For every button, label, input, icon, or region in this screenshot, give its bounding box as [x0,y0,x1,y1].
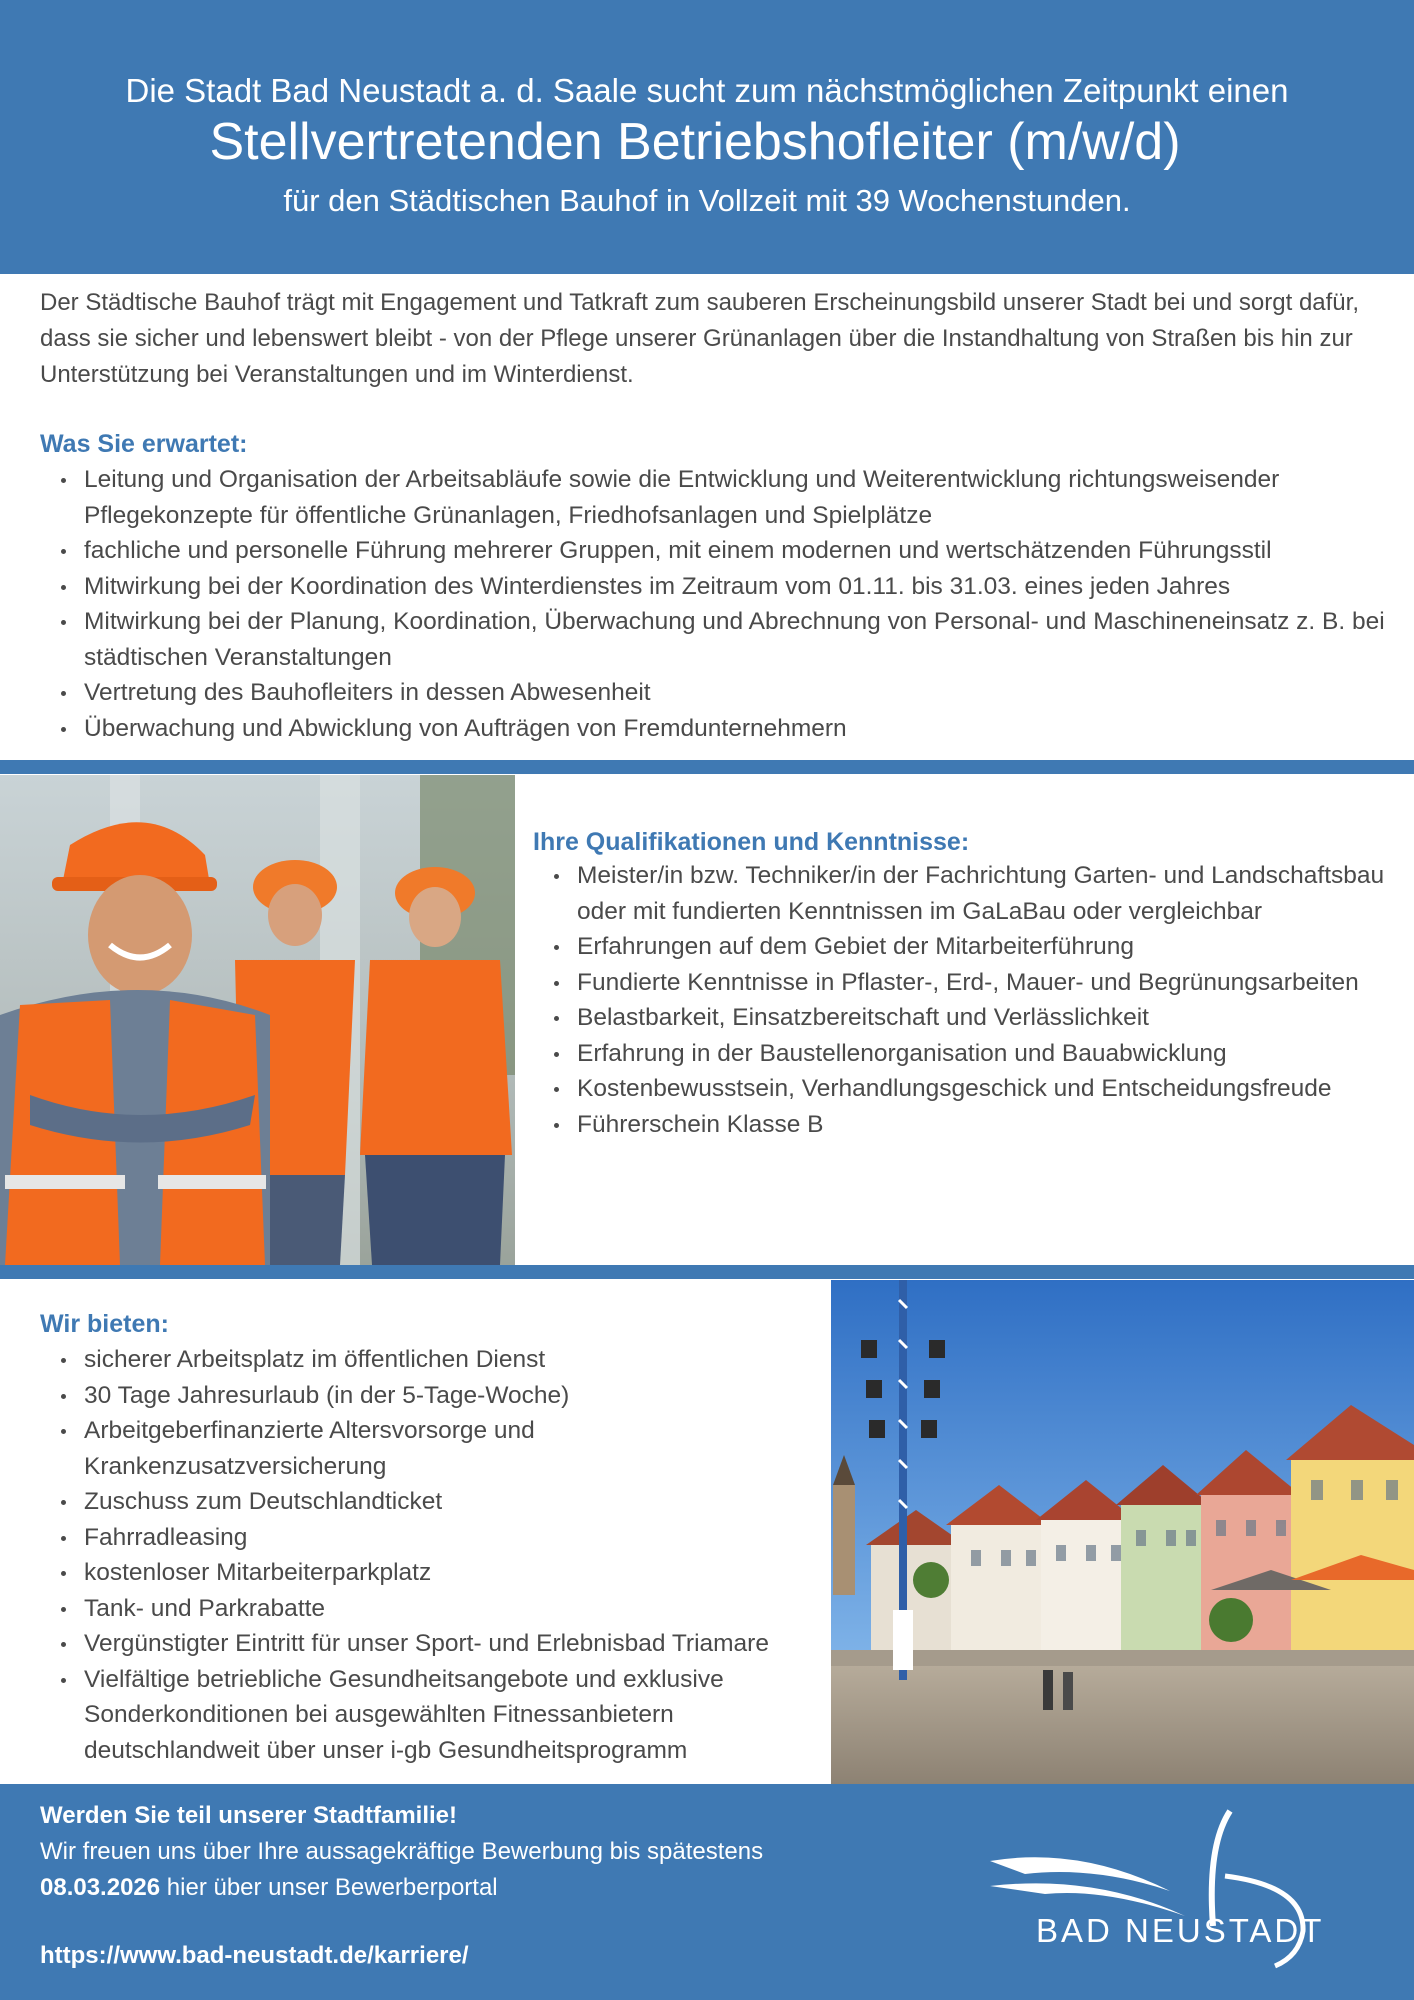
list-item: Erfahrung in der Baustellenorganisation und Bauabwicklung [533,1036,1403,1072]
list-item: fachliche und personelle Führung mehrerer Gruppen, mit einem modernen und wertschätzenden Führungsstil [40,533,1400,569]
footer-deadline-line [40,1870,498,1906]
job-title: Stellvertretenden Betriebshofleiter (m/w/d) [209,113,1181,171]
town-square-photo [831,1280,1414,1784]
logo-wordmark: BAD NEUSTADT [1036,1912,1325,1949]
list-item: Belastbarkeit, Einsatzbereitschaft und Verlässlichkeit [533,1000,1403,1036]
intro-paragraph: Der Städtische Bauhof trägt mit Engagement und Tatkraft zum sauberen Erscheinungsbild unserer Stadt bei und sorgt dafür, dass sie sicher und lebenswert bleibt - von der Pflege unserer Grünanlagen über die Instandhaltung von Straßen bis hin zur Unterstützung bei Veranstaltungen und im Winterdienst. [40,289,1359,388]
workers-photo [0,775,515,1265]
list-item: Vertretung des Bauhofleiters in dessen Abwesenheit [40,675,1400,711]
list-item: kostenloser Mitarbeiterparkplatz [40,1555,830,1591]
bieten-list [40,1342,830,1768]
list-item: sicherer Arbeitsplatz im öffentlichen Dienst [40,1342,830,1378]
divider-band [0,1265,1414,1279]
list-item: 30 Tage Jahresurlaub (in der 5-Tage-Woche) [40,1378,830,1414]
section-qualifikationen [533,826,1403,1142]
list-item: Kostenbewusstsein, Verhandlungsgeschick und Entscheidungsfreude [533,1071,1403,1107]
qualifikationen-list [533,858,1403,1142]
list-item: Fahrradleasing [40,1520,830,1556]
career-portal-link[interactable]: https://www.bad-neustadt.de/karriere/ [40,1942,469,1969]
divider-band [0,760,1414,774]
section-erwartet [40,426,1400,746]
deadline-date: 08.03.2026 [40,1874,161,1901]
list-item: Führerschein Klasse B [533,1107,1403,1143]
list-item: Leitung und Organisation der Arbeitsabläufe sowie die Entwicklung und Weiterentwicklung richtungsweisender Pflegekonzepte für öffentliche Grünanlagen, Friedhofsanlagen und Spielplätze [40,462,1400,533]
footer-application-text: Wir freuen uns über Ihre aussagekräftige Bewerbung bis spätestens [40,1838,764,1865]
list-item: Zuschuss zum Deutschlandticket [40,1484,830,1520]
section-title-bieten: Wir bieten: [40,1310,169,1338]
list-item: Vergünstigter Eintritt für unser Sport- und Erlebnisbad Triamare [40,1626,830,1662]
list-item: Erfahrungen auf dem Gebiet der Mitarbeiterführung [533,929,1403,965]
list-item: Mitwirkung bei der Koordination des Winterdienstes im Zeitraum vom 01.11. bis 31.03. eines jeden Jahres [40,569,1400,605]
list-item: Tank- und Parkrabatte [40,1591,830,1627]
section-title-erwartet: Was Sie erwartet: [40,430,248,458]
footer-banner [0,1784,1414,2000]
list-item: Vielfältige betriebliche Gesundheitsangebote und exklusive Sonderkonditionen bei ausgewählten Fitnessanbietern deutschlandweit über unser i-gb Gesundheitsprogramm [40,1662,830,1769]
header-intro-line: Die Stadt Bad Neustadt a. d. Saale sucht zum nächstmöglichen Zeitpunkt einen [125,72,1289,109]
footer-headline: Werden Sie teil unserer Stadtfamilie! [40,1802,458,1829]
header-banner [0,0,1414,274]
bad-neustadt-logo-icon [985,1806,1335,1986]
footer-portal-text: hier über unser Bewerberportal [160,1874,498,1901]
header-subtitle: für den Städtischen Bauhof in Vollzeit mit 39 Wochenstunden. [283,183,1131,218]
erwartet-list [40,462,1400,746]
list-item: Überwachung und Abwicklung von Aufträgen von Fremdunternehmern [40,711,1400,747]
list-item: Fundierte Kenntnisse in Pflaster-, Erd-, Mauer- und Begrünungsarbeiten [533,965,1403,1001]
list-item: Mitwirkung bei der Planung, Koordination, Überwachung und Abrechnung von Personal- und Maschineneinsatz z. B. bei städtischen Veranstaltungen [40,604,1400,675]
section-title-qualifikationen: Ihre Qualifikationen und Kenntnisse: [533,828,970,856]
list-item: Arbeitgeberfinanzierte Altersvorsorge und Krankenzusatzversicherung [40,1413,830,1484]
section-bieten [40,1306,830,1768]
list-item: Meister/in bzw. Techniker/in der Fachrichtung Garten- und Landschaftsbau oder mit fundierten Kenntnissen im GaLaBau oder vergleichbar [533,858,1403,929]
